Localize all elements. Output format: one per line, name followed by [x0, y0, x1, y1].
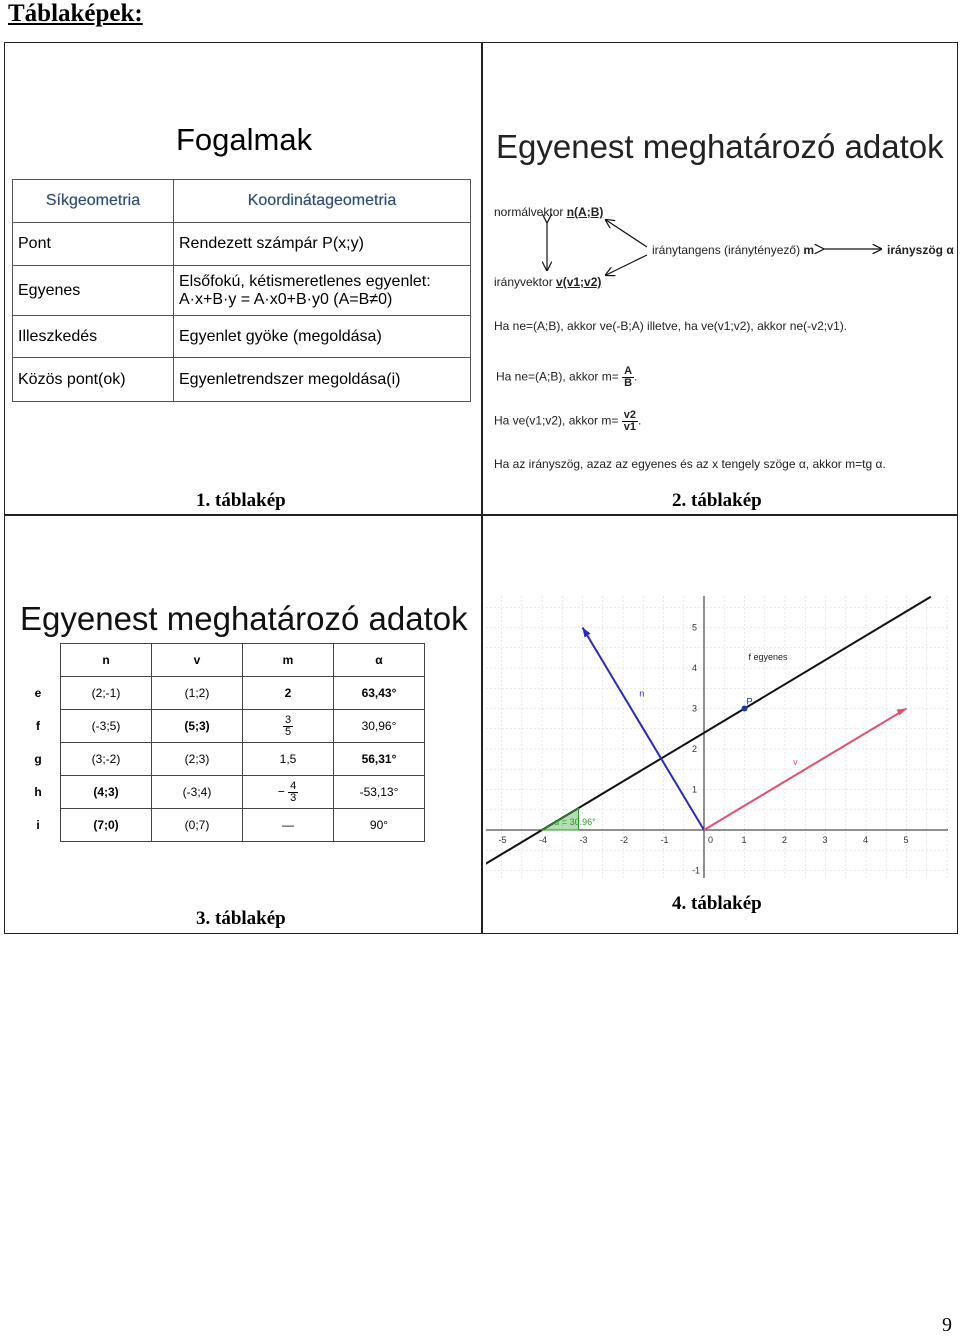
m-cell: — — [243, 809, 334, 842]
fraction-numerator: A — [624, 365, 633, 377]
x-tick-label: -2 — [620, 835, 629, 845]
def-cell: Egyenlet gyöke (megoldása) — [174, 316, 471, 358]
def-cell: Egyenletrendszer megoldása(i) — [174, 358, 471, 402]
line-f-label: f egyenes — [748, 651, 788, 662]
coordinate-plot — [486, 596, 948, 878]
corner-cell — [16, 644, 61, 677]
vector-n-head — [583, 628, 591, 638]
alpha-cell: 56,31° — [334, 743, 425, 776]
n-cell: (-3;5) — [61, 710, 152, 743]
n-cell: (4;3) — [61, 776, 152, 809]
vector-n-label: n — [639, 688, 645, 699]
row-label: f — [36, 719, 40, 733]
relation-prefix: Ha ve(v1;v2), akkor m= — [494, 413, 619, 428]
m-label: m — [803, 243, 815, 257]
minus-sign: − — [277, 784, 285, 799]
x-tick-label: 4 — [863, 835, 869, 845]
x-tick-label: -5 — [498, 835, 507, 845]
page-number: 9 — [942, 1314, 952, 1336]
angle-label: irányszög α — [887, 243, 954, 257]
relation-text-2: Ha ne=(A;B), akkor m= $\frac{A}{B}$ . — [496, 365, 638, 389]
v-cell: (1;2) — [152, 677, 243, 710]
y-tick-label: 5 — [692, 622, 698, 633]
row-label: i — [36, 818, 40, 832]
col-header-coordinate: Koordinátageometria — [174, 180, 471, 223]
x-tick-label: -3 — [579, 835, 588, 845]
fraction-numerator: 3 — [284, 713, 292, 726]
x-tick-label: 0 — [708, 835, 714, 845]
vector-v-label: v — [793, 757, 798, 768]
relation-text-3: Ha ve(v1;v2), akkor m= $\frac{v2}{v1}$ . — [494, 409, 642, 433]
y-tick-label: 4 — [692, 663, 698, 673]
col-header: m — [243, 644, 334, 677]
fraction-denominator: B — [624, 377, 633, 389]
v-cell: (5;3) — [152, 710, 243, 743]
slide-2-title: Egyenest meghatározó adatok — [496, 128, 944, 165]
fraction-numerator: v2 — [623, 409, 636, 421]
page-title: Táblaképek: — [8, 0, 143, 27]
col-header-plane: Síkgeometria — [13, 180, 174, 223]
line-data-table — [16, 643, 425, 842]
angle-label: α = 30.96° — [554, 817, 596, 827]
alpha-cell: -53,13° — [334, 776, 425, 809]
arrow-to-direction — [606, 255, 647, 275]
row-label: h — [34, 785, 42, 799]
m-cell — [243, 776, 334, 809]
normal-vector: n(A;B) — [566, 205, 604, 219]
m-cell: 2 — [243, 677, 334, 710]
point-p-label: P — [746, 696, 753, 707]
row-label: e — [34, 686, 42, 700]
fraction-numerator: 4 — [290, 779, 297, 792]
x-tick-label: -4 — [539, 835, 548, 845]
v-cell: (0;7) — [152, 809, 243, 842]
n-cell: (7;0) — [61, 809, 152, 842]
alpha-cell: 30,96° — [334, 710, 425, 743]
tangent-label: iránytangens (iránytényező) — [652, 243, 801, 257]
term-cell: Pont — [13, 223, 174, 266]
slide-1-title: Fogalmak — [176, 122, 313, 157]
n-cell: (3;-2) — [61, 743, 152, 776]
term-cell: Egyenes — [13, 266, 174, 316]
fraction-denominator: 3 — [290, 791, 297, 804]
arrow-to-normal — [606, 220, 647, 247]
fraction-denominator: 5 — [284, 725, 292, 738]
y-tick-label: 1 — [692, 784, 698, 795]
direction-label: irányvektor — [494, 275, 553, 289]
row-label: g — [34, 752, 42, 766]
x-tick-label: 1 — [741, 835, 747, 845]
x-tick-label: -1 — [660, 835, 669, 845]
def-line: Elsőfokú, kétismeretlenes egyenlet: — [179, 272, 431, 290]
col-header: α — [334, 644, 425, 677]
y-tick-label: 2 — [692, 744, 698, 754]
col-header: n — [61, 644, 152, 677]
def-cell: Rendezett számpár P(x;y) — [174, 223, 471, 266]
relation-prefix: Ha ne=(A;B), akkor m= — [496, 369, 619, 384]
concept-arrows — [481, 190, 958, 300]
def-cell — [174, 266, 471, 316]
term-cell: Illeszkedés — [13, 316, 174, 358]
x-tick-label: 5 — [903, 835, 909, 845]
def-equation: A·x+B·y = A·x0+B·y0 (A=B≠0) — [179, 290, 393, 308]
caption-3: 3. táblakép — [196, 908, 286, 929]
caption-1: 1. táblakép — [196, 490, 286, 511]
fraction-denominator: v1 — [623, 421, 636, 433]
concepts-table — [12, 179, 471, 402]
col-header: v — [152, 644, 243, 677]
normal-label: normálvektor — [494, 205, 564, 219]
caption-4: 4. táblakép — [672, 893, 762, 914]
m-cell — [243, 710, 334, 743]
x-tick-label: 3 — [822, 835, 828, 845]
y-tick-label: 3 — [692, 703, 698, 714]
term-cell: Közös pont(ok) — [13, 358, 174, 402]
relation-text-4: Ha az irányszög, azaz az egyenes és az x tengely szöge α, akkor m=tg α. — [494, 457, 886, 471]
caption-2: 2. táblakép — [672, 490, 762, 511]
relation-text-1: Ha ne=(A;B), akkor ve(-B;A) illetve, ha ve(v1;v2), akkor ne(-v2;v1). — [494, 319, 848, 333]
n-cell: (2;-1) — [61, 677, 152, 710]
alpha-cell: 90° — [334, 809, 425, 842]
alpha-cell: 63,43° — [334, 677, 425, 710]
v-cell: (-3;4) — [152, 776, 243, 809]
y-tick-label: -1 — [692, 865, 701, 876]
v-cell: (2;3) — [152, 743, 243, 776]
direction-vector: v(v1;v2) — [556, 275, 602, 289]
x-tick-label: 2 — [782, 835, 788, 845]
slide-3-title: Egyenest meghatározó adatok — [20, 600, 468, 637]
m-cell: 1,5 — [243, 743, 334, 776]
